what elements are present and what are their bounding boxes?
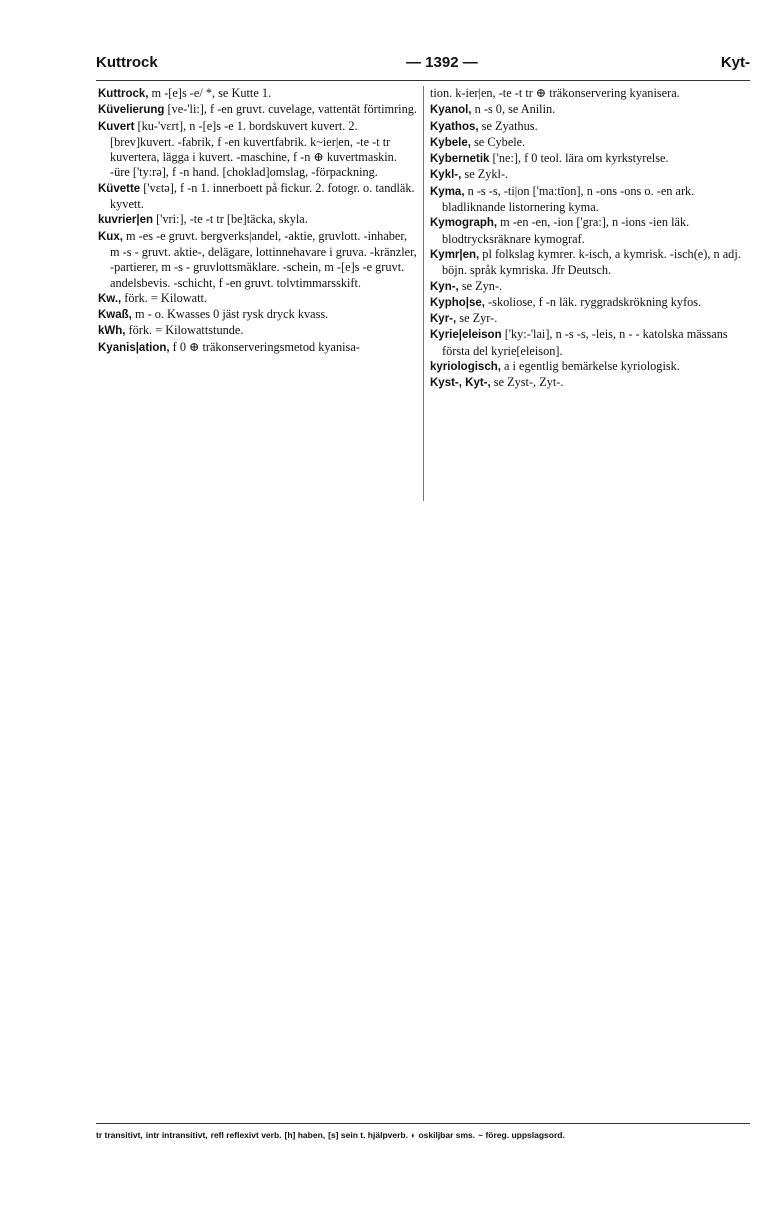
dictionary-entry (430, 119, 750, 135)
dictionary-entry (430, 86, 750, 102)
entry-definition: ['ne:], f 0 teol. lära om kyrkstyrelse. (489, 151, 669, 166)
page-number: — 1392 — (406, 54, 478, 71)
dictionary-entry (430, 247, 750, 279)
entry-headword: Kw., (98, 292, 122, 305)
entry-headword: Kyathos, (430, 120, 479, 133)
entry-definition: förk. = Kilowattstunde. (125, 323, 244, 338)
abbreviation-legend (96, 1130, 756, 1140)
entry-definition: se Cybele. (470, 134, 526, 149)
dictionary-entry (98, 291, 418, 307)
entry-definition: n -s 0, se Anilin. (471, 102, 556, 117)
header-rule (96, 80, 750, 81)
entry-definition: se Zyst-, Zyt-. (490, 375, 564, 390)
entry-definition: se Zyathus. (478, 118, 538, 133)
legend-item: [s] sein t. hjälpverb. (328, 1130, 408, 1140)
dictionary-entry (98, 229, 418, 291)
entry-definition: m -[e]s -e/ *, se Kutte 1. (148, 86, 272, 100)
entry-definition: se Zykl-. (461, 167, 509, 182)
entry-headword: Küvelierung (98, 104, 165, 117)
left-column (98, 86, 418, 356)
entry-headword: Kymograph, (430, 217, 498, 230)
entry-headword: Kykl-, (430, 169, 462, 182)
entry-definition: ['vri:], -te -t tr [be]täcka, skyla. (153, 212, 308, 227)
dictionary-entry (98, 340, 418, 356)
entry-headword: kyriologisch, (430, 361, 501, 374)
dictionary-entry (430, 311, 750, 327)
entry-definition: tion. k-ier|en, -te -t tr ⊕ träkonservering kyanisera. (430, 86, 680, 100)
entry-headword: Kyn-, (430, 280, 459, 293)
entry-definition: a i egentlig bemärkelse kyriologisk. (500, 359, 680, 374)
entry-headword: Kuttrock, (98, 88, 149, 100)
left-running-headword: Kuttrock (96, 54, 158, 71)
column-divider (423, 86, 424, 501)
dictionary-entry (430, 375, 750, 391)
entry-headword: Kuvert (98, 120, 135, 133)
right-column (430, 86, 750, 392)
dictionary-entry (430, 151, 750, 167)
dictionary-entry (430, 295, 750, 311)
entry-definition: [ve-'li:], f -en gruvt. cuvelage, vattentät förtimring. (164, 102, 417, 117)
entry-headword: kuvrier|en (98, 214, 153, 227)
entry-headword: Kyr-, (430, 313, 457, 326)
footer-rule (96, 1123, 750, 1124)
legend-item: intr intransitivt, (145, 1130, 208, 1140)
entry-definition: förk. = Kilowatt. (121, 290, 208, 305)
dictionary-entry (98, 102, 418, 118)
entry-headword: Kux, (98, 230, 123, 243)
entry-definition: -skoliose, f -n läk. ryggradskrökning kyfos. (484, 294, 702, 309)
dictionary-entry (430, 279, 750, 295)
page-header (96, 54, 750, 78)
dictionary-entry (430, 102, 750, 118)
entry-definition: [ku-'vɛrt], n -[e]s -e 1. bordskuvert kuvert. 2. [brev]kuvert. -fabrik, f -en kuvertfabrik. k~ier|en, -te -t tr kuvertera, lägga i kuvert. -maschine, f -n ⊕ kuvertmaskin. -üre ['ty:rə], f -n hand. [choklad]omslag, -förpackning. (110, 118, 397, 180)
entry-definition: m - o. Kwasses 0 jäst rysk dryck kvass. (131, 307, 329, 322)
entry-headword: Kyst-, Kyt-, (430, 377, 491, 390)
entry-definition: n -s -s, -ti|on ['ma:tĭon], n -ons -ons o. -en ark. bladliknande listornering kyma. (442, 183, 695, 215)
entry-definition: se Zyr-. (456, 311, 498, 326)
dictionary-entry (430, 184, 750, 216)
legend-item: refl reflexivt verb. (210, 1130, 282, 1140)
entry-headword: Kyanis|ation, (98, 341, 170, 354)
dictionary-entry (98, 181, 418, 213)
entry-headword: Kwaß, (98, 309, 132, 322)
dictionary-entry (98, 212, 418, 228)
legend-item: tr transitivt, (96, 1130, 143, 1140)
entry-definition: pl folkslag kymrer. k-isch, a kymrisk. -isch(e), n adj. böjn. språk kymriska. Jfr Deutsch. (442, 246, 741, 278)
legend-item: [h] haben, (284, 1130, 326, 1140)
entry-headword: kWh, (98, 325, 126, 338)
right-running-headword: Kyt- (720, 54, 750, 71)
entry-definition: f 0 ⊕ träkonserveringsmetod kyanisa- (169, 339, 360, 354)
dictionary-entry (430, 167, 750, 183)
entry-definition: m -en -en, -ion ['gra:], n -ions -ien läk. blodtrycksräknare kymograf. (442, 215, 690, 246)
entry-headword: Kyma, (430, 185, 465, 198)
dictionary-entry (98, 323, 418, 339)
entry-definition: m -es -e gruvt. bergverks|andel, -aktie, gruvlott. -inhaber, m -s - gruvt. aktie-, delägare, lottinnehavare i gruva. -kränzler, -partierer, m -s - gruvlottsmäklare. -schein, m -[e]s -e gruvt. andelsbevis. -schicht, f -en gruvt. tolvtimmarsskift. (110, 228, 417, 290)
dictionary-entry (430, 359, 750, 375)
entry-headword: Kypho|se, (430, 296, 485, 309)
entry-headword: Kybele, (430, 136, 471, 149)
dictionary-entry (430, 135, 750, 151)
entry-headword: Kymr|en, (430, 248, 480, 261)
legend-item: ~ föreg. uppslagsord. (478, 1130, 565, 1140)
dictionary-entry (430, 327, 750, 359)
dictionary-entry (98, 86, 418, 102)
entry-headword: Kyanol, (430, 104, 472, 117)
dictionary-entry (98, 119, 418, 181)
entry-headword: Kyrie|eleison (430, 329, 502, 342)
entry-definition: ['vɛtə], f -n 1. innerboett på fickur. 2. fotogr. o. tandläk. kyvett. (110, 180, 415, 212)
entry-headword: Kybernetik (430, 153, 490, 166)
entry-headword: Küvette (98, 182, 141, 195)
dictionary-entry (98, 307, 418, 323)
dictionary-entry (430, 215, 750, 247)
legend-item: ◐ oskiljbar sms. (410, 1130, 476, 1140)
entry-definition: ['ky:-'lai], n -s -s, -leis, n - - katolska mässans första del kyrie[eleison]. (442, 327, 728, 358)
entry-definition: se Zyn-. (458, 278, 503, 293)
